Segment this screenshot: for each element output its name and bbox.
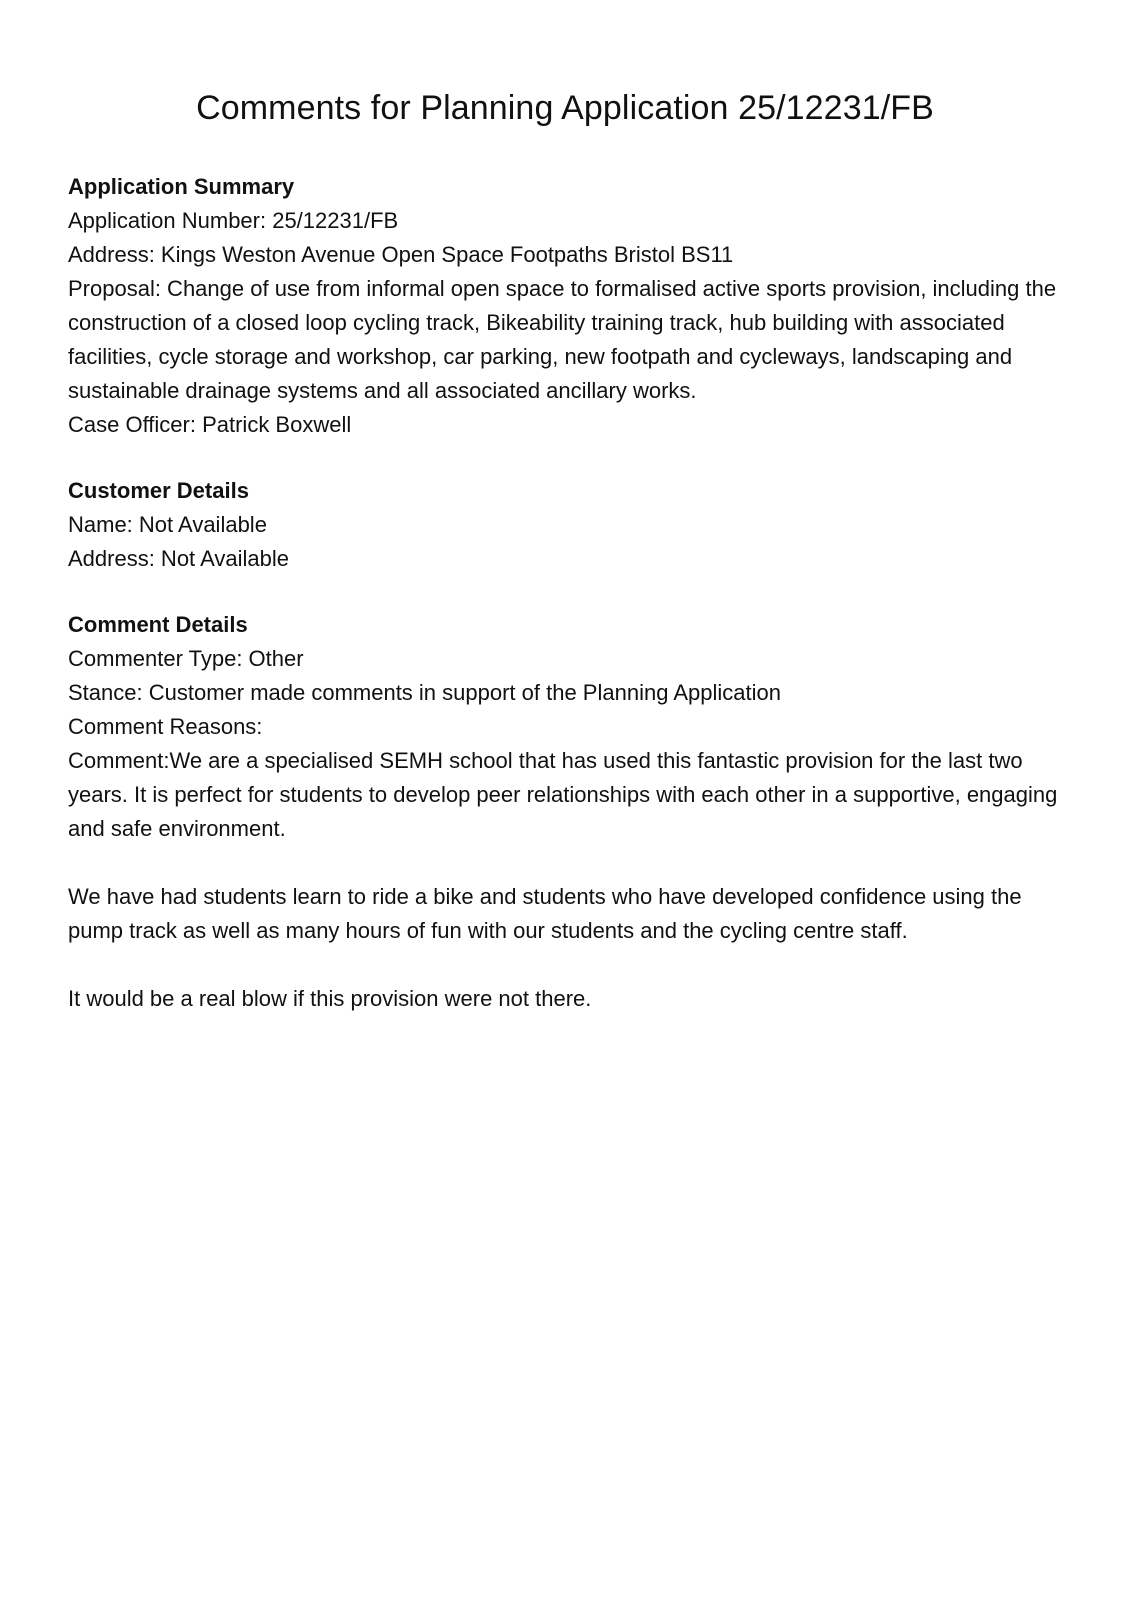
- customer-name: Name: Not Available: [68, 512, 267, 537]
- application-proposal: Proposal: Change of use from informal open space to formalised active sports provision, including the construction of a closed loop cycling track, Bikeability training track, hub building with associated facilities, cycle storage and workshop, car parking, new footpath and cycleways, landscaping and sustainable drainage systems and all associated ancillary works.: [68, 276, 1057, 403]
- commenter-type: Commenter Type: Other: [68, 646, 304, 671]
- case-officer: Case Officer: Patrick Boxwell: [68, 412, 352, 437]
- customer-details-section: [68, 474, 1062, 576]
- comment-paragraph: It would be a real blow if this provision were not there.: [68, 986, 592, 1011]
- application-address: Address: Kings Weston Avenue Open Space Footpaths Bristol BS11: [68, 242, 734, 267]
- comment-details-section: [68, 608, 1062, 1016]
- paragraph-spacer: [68, 846, 1062, 880]
- comment-stance: Stance: Customer made comments in support of the Planning Application: [68, 680, 781, 705]
- customer-address: Address: Not Available: [68, 546, 289, 571]
- application-number: Application Number: 25/12231/FB: [68, 208, 399, 233]
- paragraph-spacer: [68, 948, 1062, 982]
- application-summary-heading: Application Summary: [68, 174, 295, 199]
- comment-reasons: Comment Reasons:: [68, 714, 263, 739]
- comment-details-heading: Comment Details: [68, 612, 248, 637]
- comment-paragraph: Comment:We are a specialised SEMH school that has used this fantastic provision for the last two years. It is perfect for students to develop peer relationships with each other in a supportive, engaging and safe environment.: [68, 748, 1058, 841]
- application-summary-section: [68, 170, 1062, 442]
- comment-paragraph: We have had students learn to ride a bike and students who have developed confidence using the pump track as well as many hours of fun with our students and the cycling centre staff.: [68, 884, 1022, 943]
- page-title: Comments for Planning Application 25/12231/FB: [196, 89, 934, 127]
- customer-details-heading: Customer Details: [68, 478, 249, 503]
